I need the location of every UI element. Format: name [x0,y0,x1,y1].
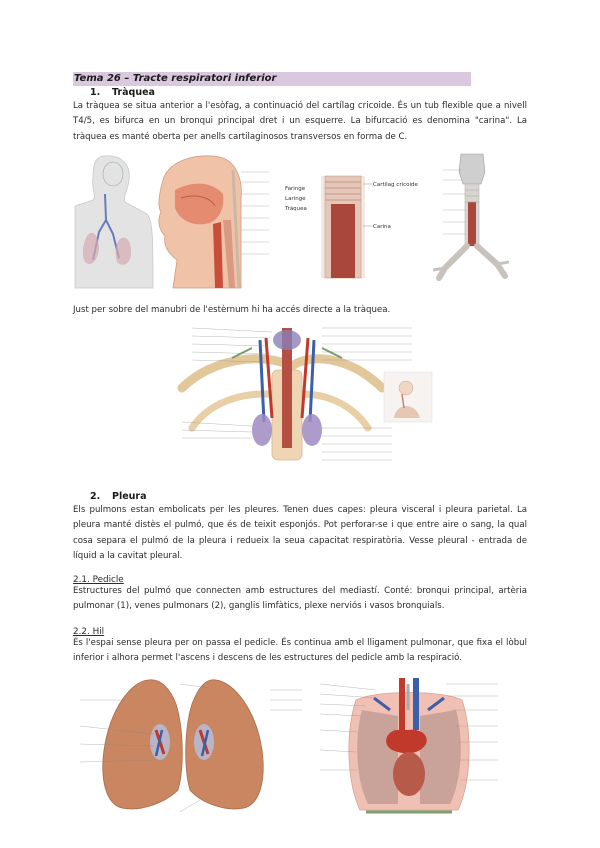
lungs-hilum-svg [70,670,310,818]
sternum-figure-svg [172,318,437,480]
mediastinum-illustration [349,678,469,812]
sagittal-head-illustration [155,152,285,288]
section-2-heading [90,491,147,503]
sternum-figure [172,318,437,480]
section-2-paragraph: Els pulmons estan embolicats per les pleures. Tenen dues capes: pleura visceral i pleura parietal. La pleura manté distès el pulmó, que és de teixit esponjós. Pot perforar-se i que entre aire o sang, la qual cosa separa el pulmó de la pleura i redueix la seua capacitat respiratòria. Vesse pleural - entrada de líquid a la cavitat pleural. [73,505,527,562]
column-label-3: Tràquea [285,206,307,212]
section-2-title: Pleura [112,491,147,502]
lungs-hilum-figure [70,670,310,818]
section-1-number: 1. [90,87,101,98]
tube-label-1: Cartílag cricoide [373,182,418,188]
mediastinum-figure [316,670,502,820]
trachea-figures-svg [73,150,513,290]
bronchial-tree-illustration [431,152,511,288]
column-label-1: Faringe [285,186,306,192]
hil-text: És l'espai sense pleura per on passa el pedicle. És continua amb el lligament pulmonar, que fixa el lòbul inferior i alhora permet l'ascens i descens de les estructures del pedicle amb la respiració. [73,638,527,664]
body-silhouette-illustration [75,152,153,288]
pedicle-heading: 2.1. Pedicle [73,575,124,585]
section-1-title: Tràquea [112,87,155,98]
access-text: Just per sobre del manubri de l'estèrnum hi ha accés directe a la tràquea. [73,305,391,315]
hil-heading: 2.2. Hil [73,627,105,637]
pedicle-text: Estructures del pulmó que connecten amb estructures del mediastí. Conté: bronqui principal, artèria pulmonar (1), venes pulmonars (2), ganglis limfàtics, plexe nerviós i vasos bronquials. [73,586,527,612]
section-1-paragraph: La tràquea se situa anterior a l'esòfag, a continuació del cartílag cricoide. És un tub flexible que a nivell T4/5, es bifurca en un bronqui principal dret i un esquerre. La bifurcació es denomina "carina". La tràquea es manté oberta per anells cartilaginosos transversos en forma de C. [73,101,527,142]
column-labels [284,180,309,212]
inset-patient-illustration [384,372,432,422]
mediastinum-svg [316,670,502,820]
column-label-2: Laringe [285,196,306,202]
tube-label-2: Carina [373,224,391,230]
section-2-number: 2. [90,491,101,502]
trachea-figures [73,150,513,290]
page-title: Tema 26 – Tracte respiratori inferior [74,73,277,84]
section-1-heading [90,87,155,99]
trachea-tube-illustration [321,176,419,278]
